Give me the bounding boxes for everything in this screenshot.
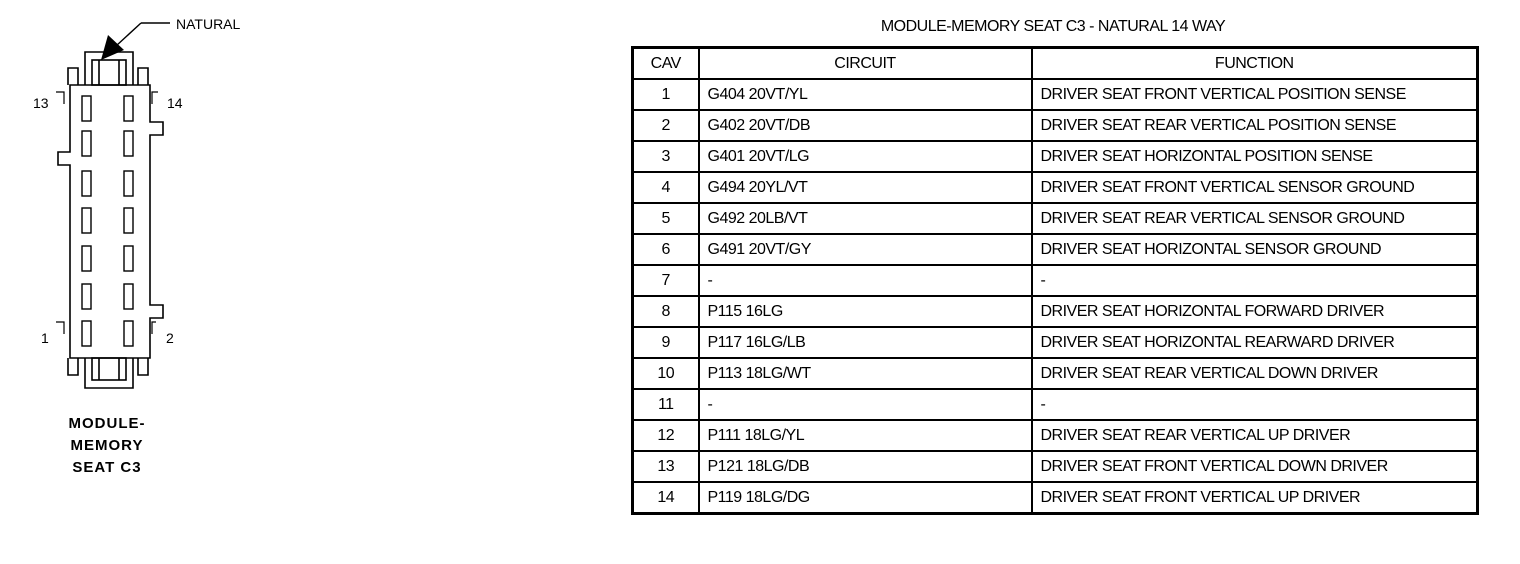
pin-label-1: 1	[41, 330, 49, 346]
header-function: FUNCTION	[1032, 48, 1478, 80]
cell-cav: 5	[633, 203, 699, 234]
cell-circuit: -	[699, 265, 1032, 296]
cell-function: DRIVER SEAT FRONT VERTICAL UP DRIVER	[1032, 482, 1478, 514]
pinout-table	[631, 46, 1479, 515]
cell-circuit: G492 20LB/VT	[699, 203, 1032, 234]
cell-function: DRIVER SEAT HORIZONTAL SENSOR GROUND	[1032, 234, 1478, 265]
connector-diagram	[0, 0, 300, 564]
cell-cav: 12	[633, 420, 699, 451]
cell-circuit: P113 18LG/WT	[699, 358, 1032, 389]
table-row	[633, 482, 1478, 514]
connector-name-line-1: MODULE-	[68, 415, 146, 432]
cell-circuit: -	[699, 389, 1032, 420]
table-row	[633, 110, 1478, 141]
cell-function: DRIVER SEAT FRONT VERTICAL POSITION SENSE	[1032, 79, 1478, 110]
cell-circuit: P117 16LG/LB	[699, 327, 1032, 358]
table-row	[633, 203, 1478, 234]
cell-cav: 3	[633, 141, 699, 172]
cell-cav: 8	[633, 296, 699, 327]
header-circuit: CIRCUIT	[699, 48, 1032, 80]
cell-cav: 2	[633, 110, 699, 141]
table-title: MODULE-MEMORY SEAT C3 - NATURAL 14 WAY	[880, 18, 1226, 35]
connector-name-line-2: MEMORY	[70, 437, 144, 454]
cell-function: DRIVER SEAT HORIZONTAL REARWARD DRIVER	[1032, 327, 1478, 358]
connector-outline	[58, 52, 163, 388]
table-header-row	[633, 48, 1478, 80]
cell-circuit: G404 20VT/YL	[699, 79, 1032, 110]
cell-circuit: P115 16LG	[699, 296, 1032, 327]
cell-cav: 10	[633, 358, 699, 389]
table-row	[633, 234, 1478, 265]
connector-name-line-3: SEAT C3	[72, 459, 142, 476]
cell-circuit: G494 20YL/VT	[699, 172, 1032, 203]
table-row	[633, 451, 1478, 482]
pin-label-13: 13	[33, 95, 49, 111]
cell-function: DRIVER SEAT REAR VERTICAL POSITION SENSE	[1032, 110, 1478, 141]
cell-function: DRIVER SEAT FRONT VERTICAL DOWN DRIVER	[1032, 451, 1478, 482]
cell-function: DRIVER SEAT HORIZONTAL FORWARD DRIVER	[1032, 296, 1478, 327]
cell-function: -	[1032, 265, 1478, 296]
cell-cav: 13	[633, 451, 699, 482]
cell-function: DRIVER SEAT FRONT VERTICAL SENSOR GROUND	[1032, 172, 1478, 203]
cell-function: DRIVER SEAT HORIZONTAL POSITION SENSE	[1032, 141, 1478, 172]
cell-cav: 9	[633, 327, 699, 358]
header-cav: CAV	[633, 48, 699, 80]
table-row	[633, 389, 1478, 420]
cell-cav: 1	[633, 79, 699, 110]
table-row	[633, 296, 1478, 327]
cell-circuit: G491 20VT/GY	[699, 234, 1032, 265]
table-row	[633, 327, 1478, 358]
table-row	[633, 79, 1478, 110]
pin-label-2: 2	[166, 330, 174, 346]
pin-label-14: 14	[167, 95, 183, 111]
cell-circuit: G401 20VT/LG	[699, 141, 1032, 172]
cell-circuit: G402 20VT/DB	[699, 110, 1032, 141]
cavity-slots	[82, 96, 133, 346]
cell-cav: 6	[633, 234, 699, 265]
cell-circuit: P119 18LG/DG	[699, 482, 1032, 514]
cell-function: -	[1032, 389, 1478, 420]
cell-function: DRIVER SEAT REAR VERTICAL DOWN DRIVER	[1032, 358, 1478, 389]
table-row	[633, 172, 1478, 203]
cell-function: DRIVER SEAT REAR VERTICAL UP DRIVER	[1032, 420, 1478, 451]
table-row	[633, 358, 1478, 389]
table-row	[633, 141, 1478, 172]
cell-cav: 7	[633, 265, 699, 296]
table-row	[633, 420, 1478, 451]
cell-function: DRIVER SEAT REAR VERTICAL SENSOR GROUND	[1032, 203, 1478, 234]
natural-label: NATURAL	[176, 16, 241, 32]
cell-cav: 11	[633, 389, 699, 420]
table-row	[633, 265, 1478, 296]
cell-circuit: P111 18LG/YL	[699, 420, 1032, 451]
cell-cav: 4	[633, 172, 699, 203]
cell-cav: 14	[633, 482, 699, 514]
pin-label-leaders	[56, 92, 158, 334]
natural-pointer-arrow	[101, 23, 170, 60]
cell-circuit: P121 18LG/DB	[699, 451, 1032, 482]
